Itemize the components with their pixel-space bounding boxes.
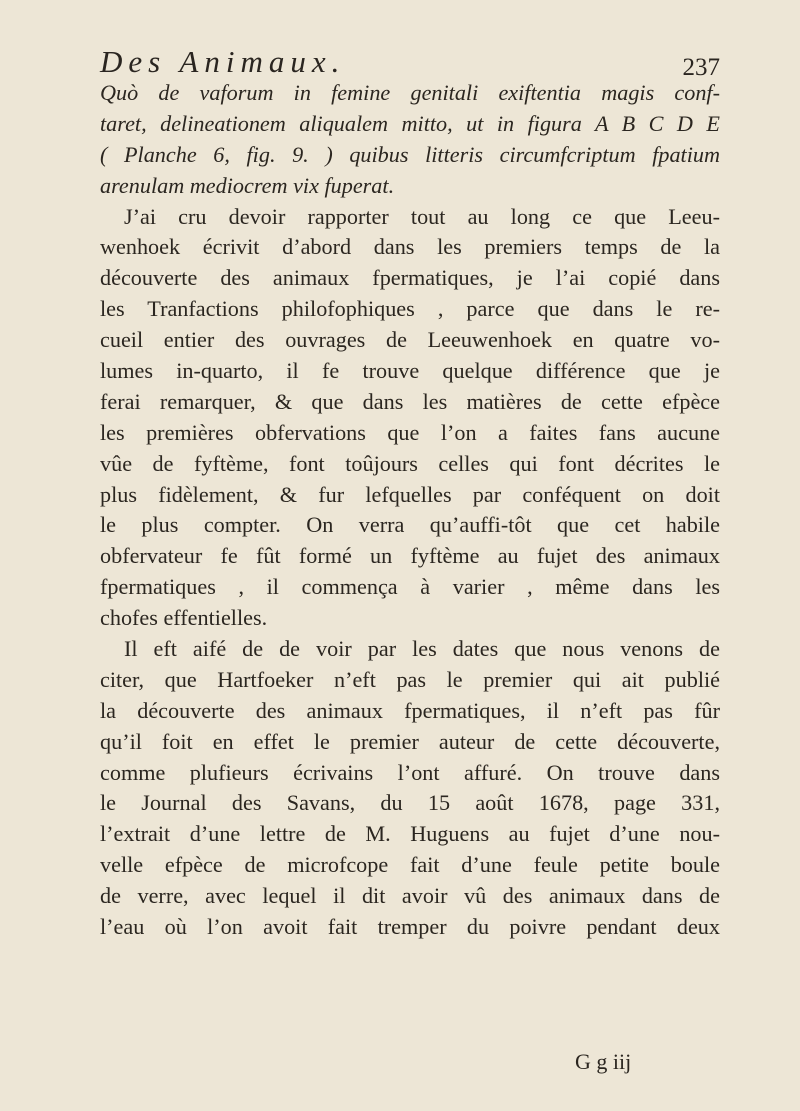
text-line: les Tranfactions philofophiques , parce que dans le re- — [100, 296, 720, 322]
text-line: l’eau où l’on avoit fait tremper du poivre pendant deux — [100, 914, 720, 940]
text-line: plus fidèlement, & fur lefquelles par conféquent on doit — [100, 481, 720, 507]
text-line: vûe de fyftème, font toûjours celles qui font décrites le — [100, 450, 720, 476]
text-line: citer, que Hartfoeker n’eft pas le premier qui ait publié — [100, 666, 720, 692]
text-line: qu’il foit en effet le premier auteur de cette découverte, — [100, 728, 720, 754]
running-title: Des Animaux. — [100, 44, 346, 79]
text-line: obfervateur fe fût formé un fyftème au fujet des animaux — [100, 543, 720, 569]
text-line: ( Planche 6, fig. 9. ) quibus litteris circumfcriptum fpatium — [100, 141, 720, 167]
text-line: ferai remarquer, & que dans les matières de cette efpèce — [100, 388, 720, 414]
text-line: l’extrait d’une lettre de M. Huguens au fujet d’une nou- — [100, 821, 720, 847]
text-line: comme plufieurs écrivains l’ont affuré. On trouve dans — [100, 759, 720, 785]
text-line: Quò de vaforum in femine genitali exiftentia magis conf- — [100, 80, 720, 105]
text-line: fpermatiques , il commença à varier , même dans les — [100, 574, 720, 600]
text-line: le plus compter. On verra qu’auffi-tôt que cet habile — [100, 512, 720, 538]
text-line: velle efpèce de microfcope fait d’une feule petite boule — [100, 852, 720, 878]
text-line: découverte des animaux fpermatiques, je l’ai copié dans — [100, 265, 720, 291]
text-line: wenhoek écrivit d’abord dans les premiers temps de la — [100, 234, 720, 260]
text-line: cueil entier des ouvrages de Leeuwenhoek en quatre vo- — [100, 327, 720, 353]
page-number: 237 — [682, 54, 720, 81]
text-line: les premières obfervations que l’on a faites fans aucune — [100, 419, 720, 445]
text-line: le Journal des Savans, du 15 août 1678, page 331, — [100, 790, 720, 816]
body-text — [100, 78, 720, 943]
text-line: lumes in-quarto, il fe trouve quelque différence que je — [100, 358, 720, 384]
text-line: de verre, avec lequel il dit avoir vû des animaux dans de — [100, 883, 720, 909]
text-line: J’ai cru devoir rapporter tout au long ce que Leeu- — [124, 203, 720, 229]
text-line: la découverte des animaux fpermatiques, il n’eft pas fûr — [100, 697, 720, 723]
text-line: Il eft aifé de de voir par les dates que nous venons de — [124, 636, 720, 662]
text-line: chofes effentielles. — [100, 605, 268, 631]
signature-mark: G g iij — [575, 1049, 632, 1074]
text-line: arenulam mediocrem vix fuperat. — [100, 172, 395, 198]
text-line: taret, delineationem aliqualem mitto, ut in figura A B C D E — [100, 110, 720, 136]
